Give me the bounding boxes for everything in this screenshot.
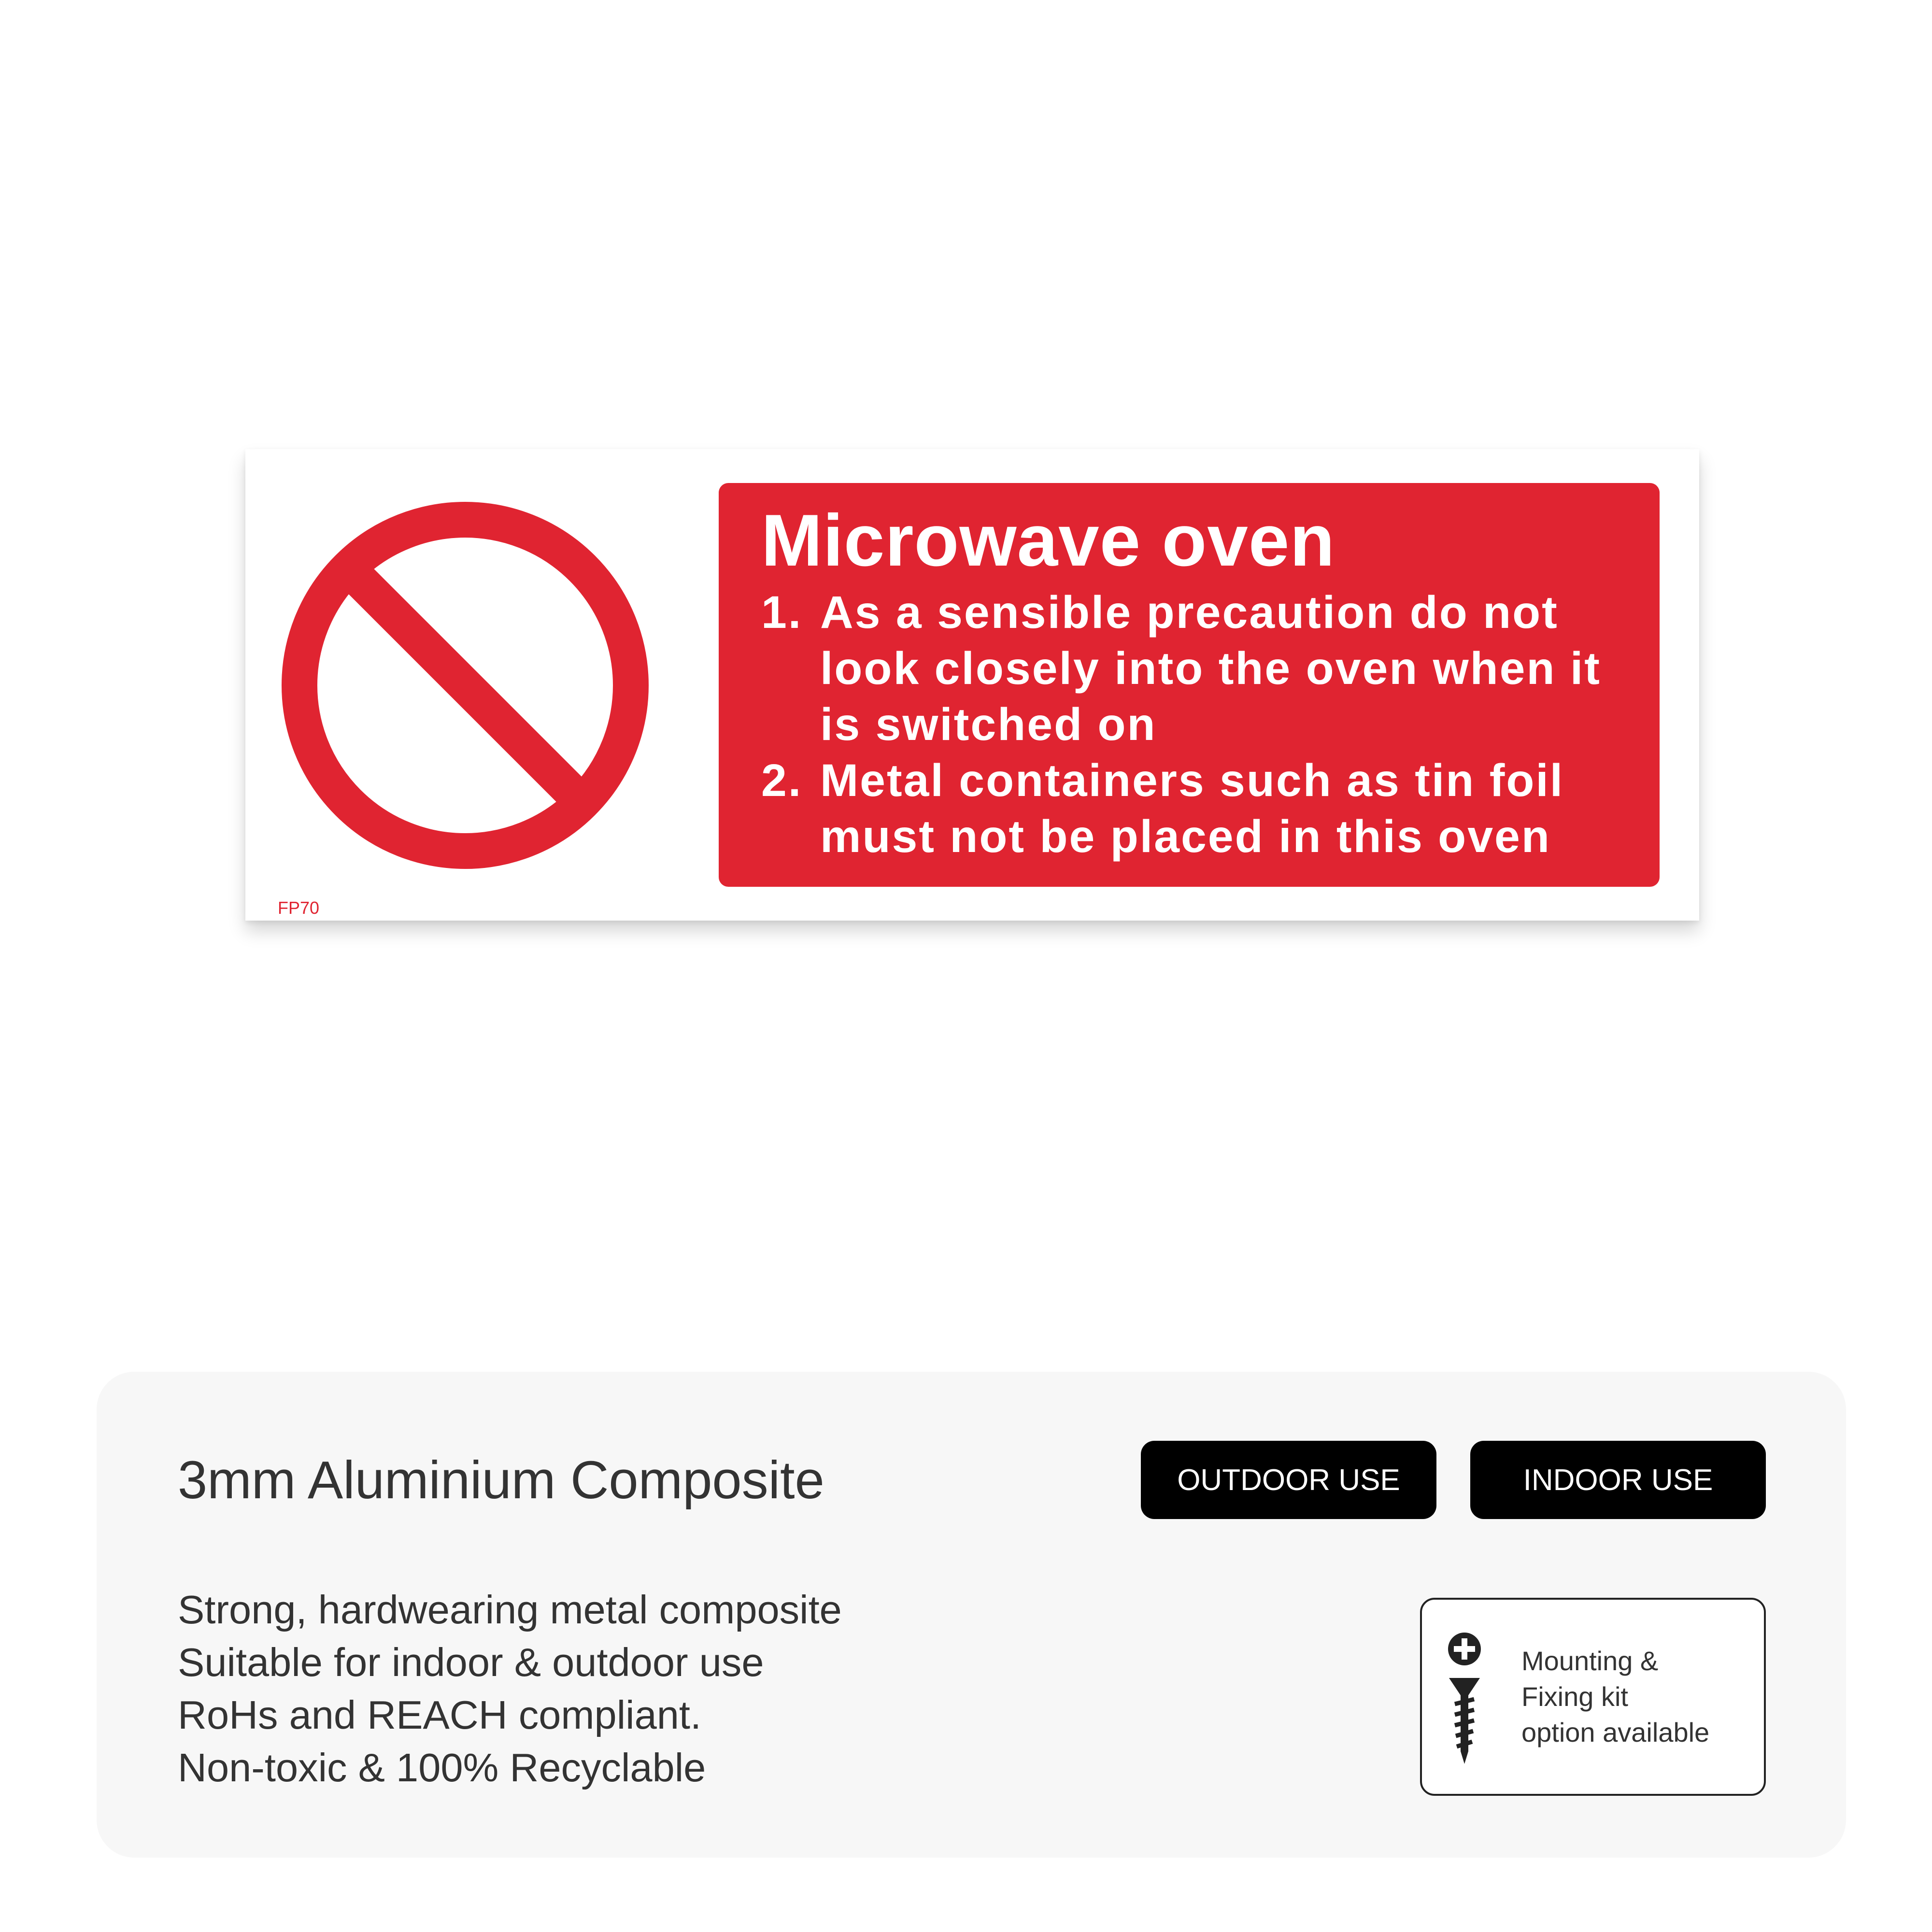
mounting-kit-line: Mounting &	[1521, 1646, 1659, 1676]
sign-instructions	[761, 584, 1645, 865]
instruction-number: 1.	[761, 587, 803, 638]
mounting-kit-line: Fixing kit	[1521, 1681, 1628, 1712]
safety-sign	[245, 449, 1699, 921]
sign-title: Microwave oven	[761, 499, 1335, 582]
material-title: 3mm Aluminium Composite	[178, 1450, 824, 1510]
sign-instruction-1	[761, 584, 1645, 753]
sign-instruction-2	[761, 753, 1645, 865]
mounting-kit-line: option available	[1521, 1717, 1710, 1747]
feature-list	[178, 1583, 842, 1794]
prohibition-icon	[282, 502, 649, 869]
feature-item: Suitable for indoor & outdoor use	[178, 1640, 764, 1685]
sign-text-panel	[719, 483, 1660, 887]
feature-item: RoHs and REACH compliant.	[178, 1692, 702, 1737]
instruction-number: 2.	[761, 755, 803, 806]
screw-icon	[1445, 1632, 1484, 1767]
instruction-text: Metal containers such as tin foil must not be placed in this oven	[820, 755, 1564, 862]
indoor-use-badge: INDOOR USE	[1470, 1441, 1766, 1519]
product-info-card	[97, 1372, 1846, 1858]
feature-item: Strong, hardwearing metal composite	[178, 1587, 842, 1632]
mounting-kit-box	[1420, 1598, 1766, 1796]
sign-code: FP70	[278, 898, 320, 918]
feature-item: Non-toxic & 100% Recyclable	[178, 1745, 706, 1790]
instruction-text: As a sensible precaution do not look closely into the oven when it is switched on	[820, 587, 1601, 750]
mounting-kit-text	[1521, 1643, 1709, 1750]
outdoor-use-badge: OUTDOOR USE	[1141, 1441, 1436, 1519]
